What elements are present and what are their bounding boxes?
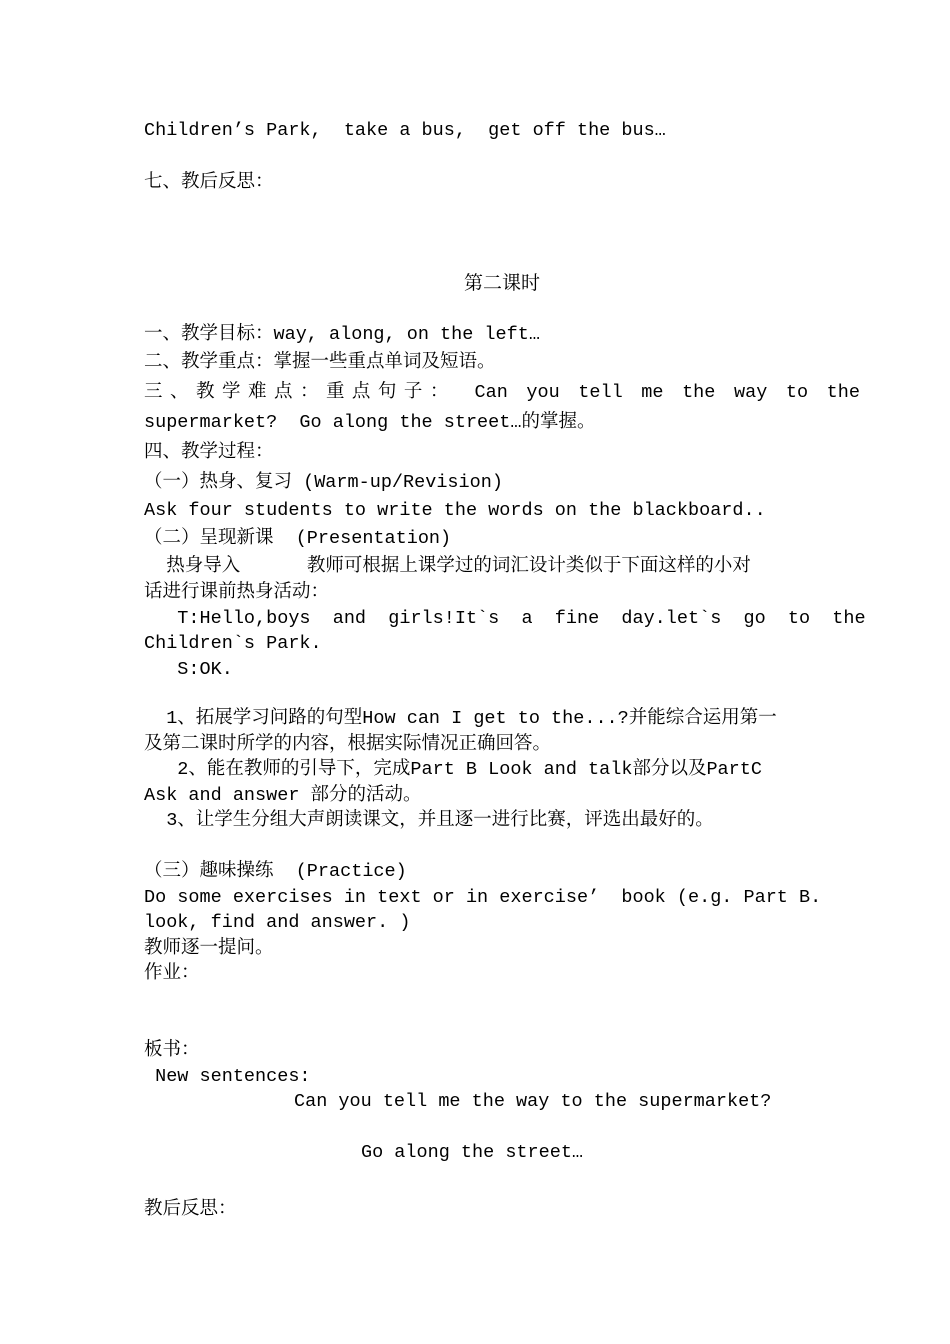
text-line: New sentences: (144, 1066, 311, 1087)
text-line: Ask four students to write the words on the blackboard.. (144, 500, 766, 521)
section-heading: 教后反思： (144, 1199, 237, 1220)
subsection-heading: （一）热身、复习 (Warm-up/Revision) (144, 472, 503, 493)
blackboard-sentence: Can you tell me the way to the supermarket? (294, 1091, 772, 1112)
text-line: 教师逐一提问。 (144, 938, 274, 959)
dialogue-line: T:Hello,boys and girls!It`s a fine day.let`s go to the (144, 608, 866, 629)
text-line: 热身导入 教师可根据上课学过的词汇设计类似于下面这样的小对 (144, 556, 751, 577)
text-line: Do some exercises in text or in exercise’ book (e.g. Part B. (144, 887, 822, 908)
section-heading: 四、教学过程： (144, 442, 274, 463)
teaching-difficulty: 三、教学难点：重点句子： Can you tell me the way to the (144, 382, 860, 403)
section-heading: 作业： (144, 963, 200, 984)
list-item: 1、拓展学习问路的句型How can I get to the...?并能综合运用第一 (144, 708, 777, 729)
section-heading: 板书： (144, 1040, 200, 1061)
subsection-heading: （二）呈现新课 (Presentation) (144, 528, 452, 549)
text-line: supermarket? Go along the street…的掌握。 (144, 412, 596, 433)
list-item: 3、让学生分组大声朗读课文，并且逐一进行比赛，评选出最好的。 (144, 810, 714, 831)
text-line: 话进行课前热身活动： (144, 582, 330, 603)
list-item: 2、能在教师的引导下，完成Part B Look and talk部分以及PartC (144, 759, 762, 780)
teaching-goal: 一、教学目标：way, along, on the left… (144, 324, 540, 345)
dialogue-line: Children`s Park. (144, 633, 322, 654)
blackboard-sentence: Go along the street… (361, 1142, 584, 1163)
teaching-focus: 二、教学重点：掌握一些重点单词及短语。 (144, 352, 496, 373)
dialogue-line: S:OK. (144, 659, 233, 680)
text-line: Ask and answer 部分的活动。 (144, 785, 422, 806)
text-line: look, find and answer. ) (144, 912, 411, 933)
subsection-heading: （三）趣味操练 (Practice) (144, 861, 407, 882)
text-line: 及第二课时所学的内容，根据实际情况正确回答。 (144, 734, 552, 755)
section-heading: 七、教后反思： (144, 172, 274, 193)
lesson-title: 第二课时 (463, 272, 540, 294)
text-line: Children’s Park, take a bus, get off the bus… (144, 120, 666, 141)
